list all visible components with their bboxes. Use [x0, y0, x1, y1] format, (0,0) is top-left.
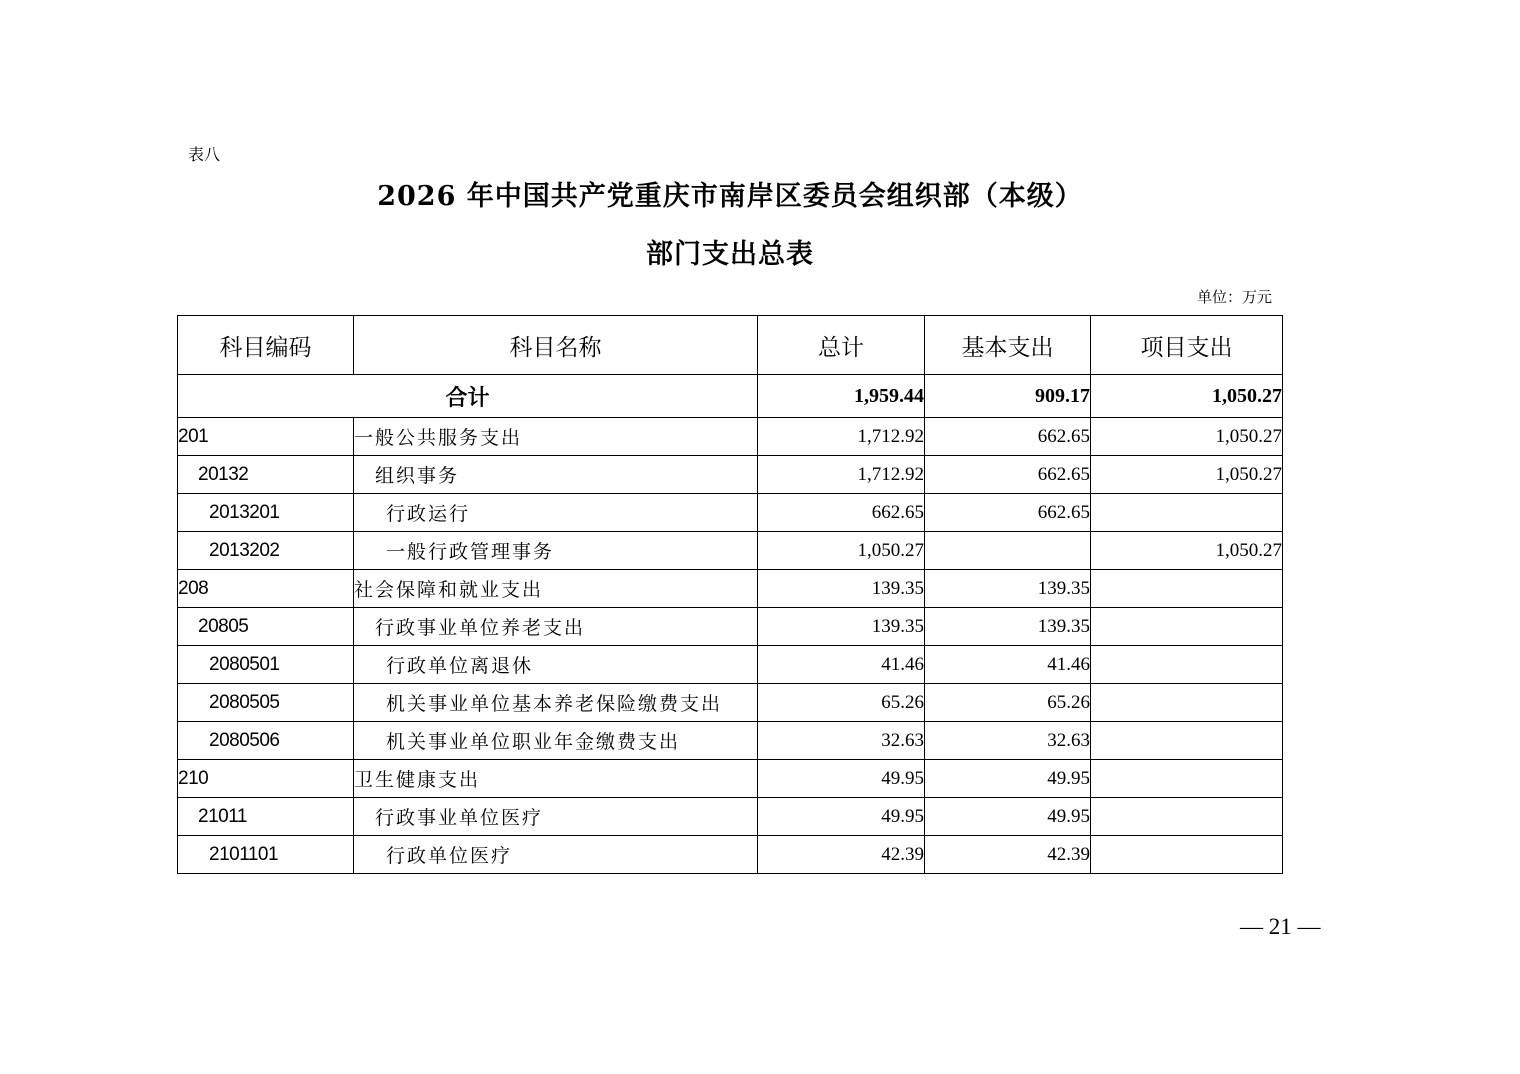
total-project: 1,050.27 — [1091, 375, 1283, 418]
row-total: 32.63 — [758, 722, 925, 760]
table-row — [178, 570, 1283, 608]
document-subtitle: 部门支出总表 — [646, 239, 814, 270]
row-name: 机关事业单位职业年金缴费支出 — [354, 722, 758, 760]
row-project: 1,050.27 — [1091, 418, 1283, 456]
row-name: 行政单位医疗 — [354, 836, 758, 874]
row-project: 1,050.27 — [1091, 532, 1283, 570]
row-basic: 139.35 — [925, 570, 1091, 608]
row-project — [1091, 684, 1283, 722]
row-code: 2013202 — [178, 532, 354, 570]
table-row — [178, 418, 1283, 456]
page-number: — 21 — — [1240, 914, 1321, 939]
row-total: 139.35 — [758, 608, 925, 646]
table-row — [178, 532, 1283, 570]
row-basic: 42.39 — [925, 836, 1091, 874]
row-code: 20132 — [178, 456, 354, 494]
row-project — [1091, 646, 1283, 684]
row-name: 行政单位离退休 — [354, 646, 758, 684]
row-code: 2101101 — [178, 836, 354, 874]
row-total: 1,712.92 — [758, 456, 925, 494]
row-basic: 139.35 — [925, 608, 1091, 646]
row-total: 65.26 — [758, 684, 925, 722]
row-project — [1091, 760, 1283, 798]
header-project: 项目支出 — [1091, 316, 1283, 375]
row-total: 1,050.27 — [758, 532, 925, 570]
total-sum: 1,959.44 — [758, 375, 925, 418]
row-total: 662.65 — [758, 494, 925, 532]
total-row — [178, 375, 1283, 418]
row-name: 一般行政管理事务 — [354, 532, 758, 570]
row-name: 行政运行 — [354, 494, 758, 532]
row-project — [1091, 494, 1283, 532]
row-total: 1,712.92 — [758, 418, 925, 456]
header-code: 科目编码 — [178, 316, 354, 375]
table-row — [178, 608, 1283, 646]
row-total: 49.95 — [758, 798, 925, 836]
table-row — [178, 798, 1283, 836]
row-code: 2080505 — [178, 684, 354, 722]
row-basic: 49.95 — [925, 760, 1091, 798]
table-row — [178, 456, 1283, 494]
row-basic: 662.65 — [925, 494, 1091, 532]
row-total: 42.39 — [758, 836, 925, 874]
header-total: 总计 — [758, 316, 925, 375]
unit-label: 单位：万元 — [1196, 288, 1272, 306]
row-code: 210 — [178, 760, 354, 798]
row-basic: 662.65 — [925, 418, 1091, 456]
table-row — [178, 836, 1283, 874]
total-basic: 909.17 — [925, 375, 1091, 418]
row-total: 139.35 — [758, 570, 925, 608]
table-header-row — [178, 316, 1283, 375]
row-name: 一般公共服务支出 — [354, 418, 758, 456]
document-title: 2026 年中国共产党重庆市南岸区委员会组织部（本级） — [377, 181, 1083, 212]
table-row — [178, 494, 1283, 532]
row-basic — [925, 532, 1091, 570]
table-row — [178, 684, 1283, 722]
expenditure-table — [177, 315, 1283, 874]
table-row — [178, 760, 1283, 798]
row-code: 208 — [178, 570, 354, 608]
row-code: 2013201 — [178, 494, 354, 532]
row-total: 49.95 — [758, 760, 925, 798]
row-project — [1091, 836, 1283, 874]
row-code: 21011 — [178, 798, 354, 836]
row-basic: 49.95 — [925, 798, 1091, 836]
table-row — [178, 722, 1283, 760]
row-project — [1091, 608, 1283, 646]
header-name: 科目名称 — [354, 316, 758, 375]
header-basic: 基本支出 — [925, 316, 1091, 375]
row-name: 组织事务 — [354, 456, 758, 494]
row-total: 41.46 — [758, 646, 925, 684]
row-project — [1091, 722, 1283, 760]
row-name: 卫生健康支出 — [354, 760, 758, 798]
row-name: 行政事业单位医疗 — [354, 798, 758, 836]
row-name: 机关事业单位基本养老保险缴费支出 — [354, 684, 758, 722]
row-project: 1,050.27 — [1091, 456, 1283, 494]
row-basic: 662.65 — [925, 456, 1091, 494]
row-name: 社会保障和就业支出 — [354, 570, 758, 608]
row-code: 2080506 — [178, 722, 354, 760]
row-code: 201 — [178, 418, 354, 456]
row-project — [1091, 798, 1283, 836]
table-label: 表八 — [188, 145, 221, 164]
total-label: 合计 — [178, 375, 758, 418]
row-basic: 32.63 — [925, 722, 1091, 760]
table-row — [178, 646, 1283, 684]
row-project — [1091, 570, 1283, 608]
row-name: 行政事业单位养老支出 — [354, 608, 758, 646]
row-basic: 41.46 — [925, 646, 1091, 684]
row-code: 20805 — [178, 608, 354, 646]
row-basic: 65.26 — [925, 684, 1091, 722]
row-code: 2080501 — [178, 646, 354, 684]
